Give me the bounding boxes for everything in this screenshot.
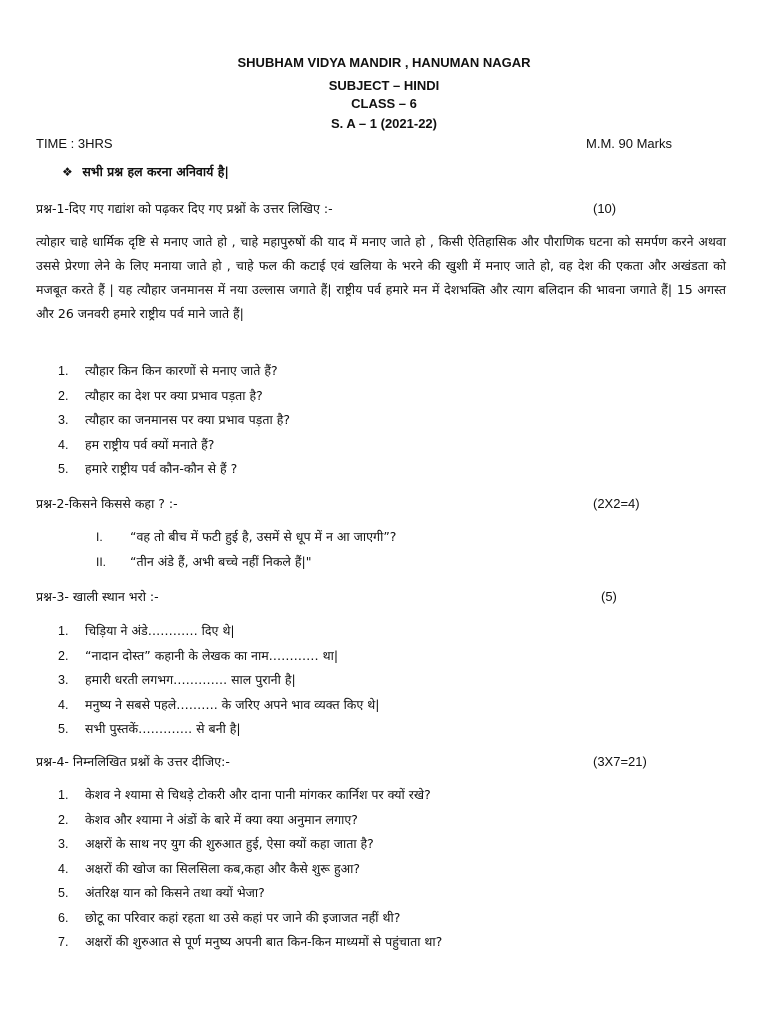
- q2-marks: (2X2=4): [593, 496, 640, 511]
- exam-line: S. A – 1 (2021-22): [331, 116, 437, 131]
- max-marks-label: M.M. 90 Marks: [586, 136, 672, 151]
- instruction: [62, 163, 229, 180]
- q4-question-list: [58, 786, 442, 958]
- diamond-bullet-icon: ❖: [62, 165, 73, 179]
- q1-passage: त्योहार चाहे धार्मिक दृष्टि से मनाए जाते हो , चाहे महापुरुषों की याद में मनाए जाते हो , किसी ऐतिहासिक और पौराणिक घटना को समर्पण करने अथवा उससे प्रेरणा लेने के लिए मनाया जाते हो , चाहे फल की कटाई एवं खलिया के भरने की खुशी में मनाए जाते हो, वह देश की एकता और अखंडता को मजबूत करते हैं | यह त्यौहार जनमानस में नया उल्लास जगाते हैं| राष्ट्रीय पर्व हमारे मन में देशभक्ति और त्याग बलिदान की भावना जगाते हैं| 15 अगस्त और 26 जनवरी हमारे राष्ट्रीय पर्व माने जाते हैं|: [36, 234, 726, 321]
- list-item: 1. त्यौहार किन किन कारणों से मनाए जाते हैं?: [58, 363, 278, 378]
- subject-line: SUBJECT – HINDI: [328, 78, 440, 93]
- q2-question-list: [96, 528, 396, 578]
- list-item: 1. चिड़िया ने अंडे………… दिए थे|: [58, 623, 235, 638]
- list-item: 3. अक्षरों के साथ नए युग की शुरुआत हुई, ऐसा क्यों कहा जाता है?: [58, 836, 374, 851]
- list-item: 3. त्यौहार का जनमानस पर क्या प्रभाव पड़ता है?: [58, 412, 290, 427]
- list-item: 2. त्यौहार का देश पर क्या प्रभाव पड़ता है?: [58, 387, 263, 403]
- list-item: 2. “नादान दोस्त” कहानी के लेखक का नाम………… था|: [58, 647, 339, 663]
- q1-marks: (10): [593, 201, 617, 216]
- list-item: 2. केशव और श्यामा ने अंडों के बारे में क्या क्या अनुमान लगाए?: [58, 811, 358, 827]
- list-item: 4. अक्षरों की खोज का सिलसिला कब,कहा और कैसे शुरू हुआ?: [58, 860, 360, 876]
- q3-title: प्रश्न-3- खाली स्थान भरो :-: [36, 589, 159, 604]
- list-item: 5. अंतरिक्ष यान को किसने तथा क्यों भेजा?: [58, 885, 265, 900]
- school-name: SHUBHAM VIDYA MANDIR , HANUMAN NAGAR: [237, 55, 531, 70]
- q2-title: प्रश्न-2-किसने किससे कहा ? :-: [36, 496, 178, 511]
- q1-question-list: [58, 362, 290, 485]
- list-item: 7. अक्षरों की शुरुआत से पूर्ण मनुष्य अपनी बात किन-किन माध्यमों से पहुंचाता था?: [58, 934, 443, 949]
- list-item: 5. हमारे राष्ट्रीय पर्व कौन-कौन से हैं ?: [58, 461, 238, 476]
- class-line: CLASS – 6: [351, 96, 417, 111]
- list-item: 3. हमारी धरती लगभग…………. साल पुरानी है|: [58, 672, 296, 687]
- list-item: 4. मनुष्य ने सबसे पहले………. के जरिए अपने भाव व्यक्त किए थे|: [58, 696, 380, 712]
- list-item: I. “वह तो बीच में फटी हुई है, उसमें से धूप में न आ जाएगी”?: [96, 529, 397, 544]
- instruction-text: सभी प्रश्न हल करना अनिवार्य है|: [82, 164, 229, 179]
- q3-question-list: [58, 622, 380, 745]
- list-item: II. “तीन अंडे हैं, अभी बच्चे नहीं निकले हैं|": [96, 554, 312, 569]
- q1-title: प्रश्न-1-दिए गए गद्यांश को पढ़कर दिए गए प्रश्नों के उत्तर लिखिए :-: [36, 201, 333, 216]
- list-item: 6. छोटू का परिवार कहां रहता था उसे कहां पर जाने की इजाजत नहीं थी?: [58, 909, 401, 925]
- q3-marks: (5): [601, 589, 617, 604]
- q4-title: प्रश्न-4- निम्नलिखित प्रश्नों के उत्तर दीजिए:-: [36, 754, 230, 769]
- list-item: 5. सभी पुस्तकें…………. से बनी है|: [58, 721, 241, 736]
- time-label: TIME : 3HRS: [36, 136, 113, 151]
- list-item: 1. केशव ने श्यामा से चिथड़े टोकरी और दाना पानी मांगकर कार्निश पर क्यों रखे?: [58, 787, 431, 802]
- list-item: 4. हम राष्ट्रीय पर्व क्यों मनाते हैं?: [58, 436, 215, 452]
- q4-marks: (3X7=21): [593, 754, 647, 769]
